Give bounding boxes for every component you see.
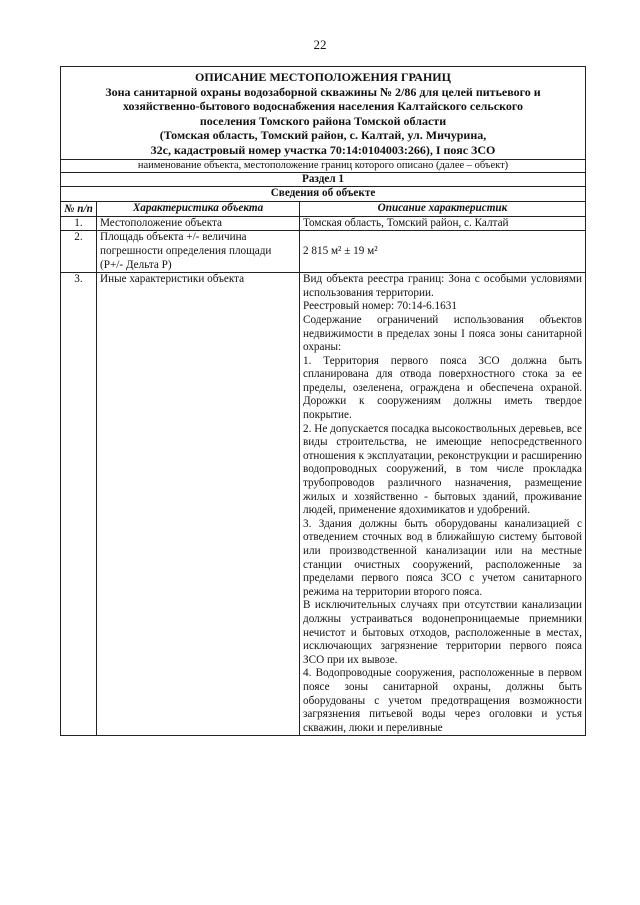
title-row bbox=[61, 67, 586, 160]
title-line: хозяйственно-бытового водоснабжения населения Калтайского сельского bbox=[122, 99, 523, 114]
row-value-cell bbox=[300, 273, 586, 736]
row-value: Томская область, Томский район, с. Калтай bbox=[300, 216, 586, 231]
paragraph: В исключительных случаях при отсутствии канализации должны устраиваться водонепроницаемые приемники нечистот и бытовых отходов, расположенные в местах, исключающих загрязнение территории первого пояса ЗСО при их вывозе. bbox=[303, 599, 582, 666]
section-title: Раздел 1 bbox=[61, 172, 586, 187]
row-number: 3. bbox=[61, 273, 97, 736]
document-title bbox=[61, 67, 586, 160]
row-value: 2 815 м² ± 19 м² bbox=[303, 244, 378, 257]
document-table bbox=[60, 66, 586, 736]
table-row bbox=[61, 216, 586, 231]
paragraph: 4. Водопроводные сооружения, расположенные в первом поясе зоны санитарной охраны, должны быть оборудованы с учетом предотвращения возможности загрязнения питьевой воды через оголовки и устья скважин, люки и переливные bbox=[303, 667, 582, 734]
title-line: (Томская область, Томский район, с. Калтай, ул. Мичурина, bbox=[159, 128, 487, 143]
row-number: 1. bbox=[61, 216, 97, 231]
row-number: 2. bbox=[61, 231, 97, 273]
row-value-cell bbox=[300, 231, 586, 273]
paragraph: Содержание ограничений использования объектов недвижимости в пределах зоны I пояса зоны санитарной охраны: bbox=[303, 313, 582, 354]
paragraph: 3. Здания должны быть оборудованы канализацией с отведением сточных вод в ближайшую систему бытовой или производственной канализации или на местные станции очистных сооружений, расположенные за пределами первого пояса ЗСО с учетом санитарного режима на территории второго пояса. bbox=[303, 517, 582, 598]
title-line: 32с, кадастровый номер участка 70:14:0104003:266), I пояс ЗСО bbox=[150, 142, 496, 157]
page-number: 22 bbox=[313, 37, 327, 52]
row-characteristic: Иные характеристики объекта bbox=[97, 273, 300, 736]
section-subtitle-row bbox=[61, 187, 586, 202]
paragraph: Вид объекта реестра границ: Зона с особыми условиями использования территории. bbox=[303, 273, 582, 299]
table-row bbox=[61, 273, 586, 736]
row-characteristic: Площадь объекта +/- величина погрешности определения площади (Р+/- Дельта Р) bbox=[97, 231, 300, 273]
header-row bbox=[61, 201, 586, 216]
section-row bbox=[61, 172, 586, 187]
title-caption: наименование объекта, местоположение границ которого описано (далее – объект) bbox=[61, 159, 586, 172]
caption-row bbox=[61, 159, 586, 172]
row-characteristic: Местоположение объекта bbox=[97, 216, 300, 231]
paragraph: 2. Не допускается посадка высокоствольных деревьев, все виды строительства, не имеющие непосредственного отношения к эксплуатации, реконструкции и расширению водопроводных сооружений, в том числе прокладка трубопроводов различного назначения, размещение жилых и хозяйственно - бытовых зданий, проживание людей, применение ядохимикатов и удобрений. bbox=[303, 422, 582, 517]
title-line: Зона санитарной охраны водозаборной скважины № 2/86 для целей питьевого и bbox=[105, 84, 541, 99]
title-line: ОПИСАНИЕ МЕСТОПОЛОЖЕНИЯ ГРАНИЦ bbox=[195, 70, 451, 84]
title-line: поселения Томского района Томской области bbox=[199, 113, 447, 128]
table-row bbox=[61, 231, 586, 273]
column-header-num: № п/п bbox=[61, 201, 97, 216]
paragraph: Реестровый номер: 70:14-6.1631 bbox=[303, 300, 457, 313]
column-header-description: Описание характеристик bbox=[300, 201, 586, 216]
section-subtitle: Сведения об объекте bbox=[61, 187, 586, 202]
paragraph: 1. Территория первого пояса ЗСО должна быть спланирована для отвода поверхностного стока за ее пределы, озеленена, ограждена и обеспечена охраной. Дорожки к сооружениям должны иметь твердое покрытие. bbox=[303, 354, 582, 422]
column-header-characteristic: Характеристика объекта bbox=[97, 201, 300, 216]
